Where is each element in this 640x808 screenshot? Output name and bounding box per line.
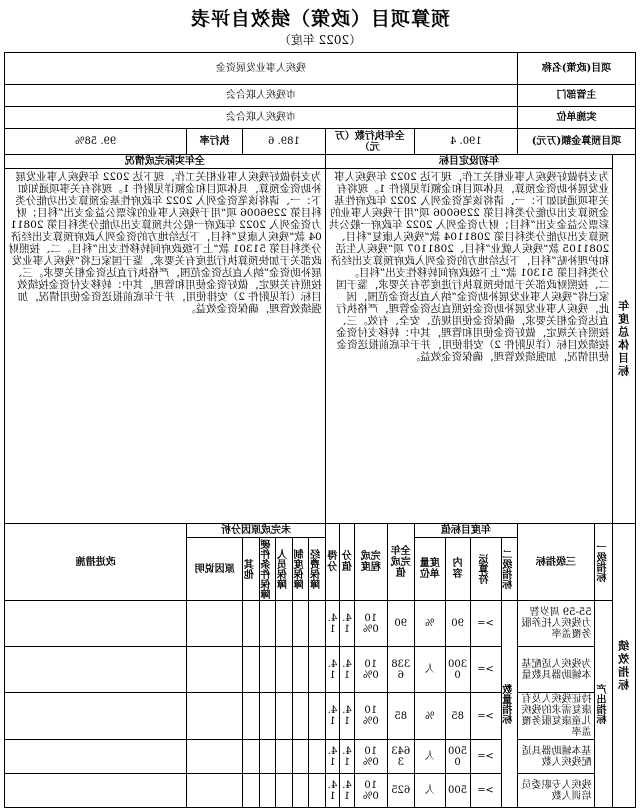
table-row	[5, 647, 636, 693]
annual-indicator-header: 年度目标值	[414, 524, 517, 538]
row-rate: 100%	[354, 601, 387, 647]
completion-header: 全年实际完成情况	[5, 155, 326, 169]
row-score: 4.1	[325, 774, 339, 808]
completion-value-header: 全年完成值	[387, 524, 414, 601]
row-score: 4.1	[325, 740, 339, 774]
full-year-exec-label: 全年执行数（万元）	[325, 129, 414, 155]
improvement-header: 改进措施	[5, 524, 187, 601]
row-content: 85	[445, 693, 470, 740]
row-full: 4.1	[340, 740, 354, 774]
row-operator: >=	[470, 693, 501, 740]
row-operator: >=	[470, 647, 501, 693]
completion-rate-header: 完成程度	[354, 524, 387, 601]
overall-goal-label: 年度总体目标	[613, 155, 636, 524]
row-full: 4.1	[340, 647, 354, 693]
full-year-exec-value: 189. 6	[243, 129, 326, 155]
project-name-value: 残疾人事业发展资金	[5, 53, 518, 85]
row-value: 85	[387, 693, 414, 740]
row-rate: 100%	[354, 740, 387, 774]
table-row	[5, 740, 636, 774]
row-full: 4.1	[340, 601, 354, 647]
row-rate: 100%	[354, 693, 387, 740]
reason-note: 原因说明	[187, 538, 243, 601]
page-title: 预算项目（政策）绩效自评表	[190, 8, 451, 30]
deviation-analysis-header: 未完成原因分析	[187, 524, 326, 538]
level1-header: 一级指标	[594, 524, 613, 601]
measure-unit-header: 度量单位	[414, 538, 445, 601]
reason-staff: 人员保障	[276, 538, 293, 601]
score-header: 得分	[325, 524, 339, 601]
annual-goal-header: 年初设定目标	[325, 155, 612, 169]
budget-label: 项目预算金额(万元)	[518, 129, 636, 155]
page-subtitle: （2022 年度）	[278, 33, 362, 47]
row-operator: >=	[470, 601, 501, 647]
reason-system: 制度保障	[292, 538, 309, 601]
content-header: 内容	[445, 538, 470, 601]
full-value-header: 分值	[340, 524, 354, 601]
row-content: 90	[445, 601, 470, 647]
row-score: 4.1	[325, 647, 339, 693]
reason-funding: 经费保障	[309, 538, 326, 601]
reason-hardware: 硬件条件保障	[259, 538, 276, 601]
output-indicator-label: 产出指标	[594, 601, 613, 808]
row-value: 90	[387, 601, 414, 647]
row-name: 残疾人专职委员培训人数	[518, 774, 595, 808]
level2-header: 二级指标	[501, 538, 518, 601]
row-value: 625	[387, 774, 414, 808]
indicators-label: 绩效指标	[613, 524, 636, 808]
annual-goal-text: 为支持做好残疾人事业相关工作，现下达 2022 年残疾人事业发展补助资金预算，具体项目和金额详见附件 1。现将有关事项通知如下：一、请将该笔资金列入 2022 年政府性基金预算支出功能分类科目第 2296006 项“用于残疾人事业的彩票公益金支出”科目；财力资金列入 2022 年政府一般公共预算支出功能分类科目第 2081104 款“残疾人康复”科目、2081105 款“残疾人就业”科目、2081107 项“残疾人生活和护理补贴”科目，下达给地方的资金列入政府预算支出经济分类科目第 51301 款“上下级政府间转移性支出”科目。二、按照财政部关于加快预算执行进度等有关要求，鉴于国家已将“残疾人事业发展补助资金”纳入直达资金范围，因此，残疾人事业发展补助资金按照直达资金管理，严格执行直达资金相关要求，确保资金使用规范、安全、有效。三、按照有关规定，做好资金使用和管理，其中：转移支付资金按绩效目标（详见附件 2）安排使用，并于年底前报送资金使用情况，加强绩效管理，确保资金效益。	[325, 169, 612, 524]
quantity-indicator-label: 数量指标	[501, 601, 518, 808]
department-label: 主管部门	[518, 85, 636, 107]
row-unit: %	[414, 601, 445, 647]
row-full: 4.1	[340, 693, 354, 740]
row-score: 4.1	[325, 693, 339, 740]
row-rate: 100%	[354, 774, 387, 808]
row-content: 3000	[445, 647, 470, 693]
table-row	[5, 601, 636, 647]
table-row	[5, 774, 636, 808]
row-content: 5000	[445, 740, 470, 774]
department-value: 市残疾人联合会	[5, 85, 518, 107]
row-unit: 人	[414, 740, 445, 774]
evaluation-table	[4, 52, 636, 808]
exec-rate-value: 99. 58%	[5, 129, 187, 155]
project-name-label: 项目(政策)名称	[518, 53, 636, 85]
row-operator: >=	[470, 740, 501, 774]
level3-header: 三级指标	[518, 524, 595, 601]
row-unit: %	[414, 693, 445, 740]
budget-value: 190. 4	[414, 129, 517, 155]
table-row	[5, 693, 636, 740]
row-value: 3386	[387, 647, 414, 693]
exec-rate-label: 执行率	[187, 129, 243, 155]
row-score: 4.1	[325, 601, 339, 647]
row-name: 55-59 周岁智力残疾人托养服务覆盖率	[518, 601, 595, 647]
implementer-label: 实施单位	[518, 107, 636, 129]
row-unit: 人	[414, 647, 445, 693]
reason-other: 其他	[243, 538, 260, 601]
row-name: 持证残疾人及有康复需求的残疾儿童康复服务覆盖率	[518, 693, 595, 740]
row-rate: 100%	[354, 647, 387, 693]
row-value: 6433	[387, 740, 414, 774]
row-name: 为残疾人适配基本辅助器具数量	[518, 647, 595, 693]
implementer-value: 市残疾人联合会	[5, 107, 518, 129]
row-content: 500	[445, 774, 470, 808]
row-name: 基本辅助器具适配残疾人数	[518, 740, 595, 774]
row-unit: 人	[414, 774, 445, 808]
operator-header: 运算符	[470, 538, 501, 601]
row-full: 4.1	[340, 774, 354, 808]
completion-text: 为支持做好残疾人事业相关工作，现下达 2022 年残疾人事业发展补助资金预算，具体项目和金额详见附件 1。现将有关事项通知如下：一、请将该笔资金列入 2022 年政府性基金预算支出功能分类科目第 2296006 项“用于残疾人事业的彩票公益金支出”科目；财力资金列入 2022 年政府一般公共预算支出功能分类科目第 2081104 款“残疾人康复”科目，下达给地方的资金列入政府预算支出经济分类科目第 51301 款“上下级政府间转移性支出”科目。二、按照财政部关于加快预算执行进度有关要求，鉴于国家已将“残疾人事业发展补助资金”纳入直达资金范围，严格执行直达资金相关要求。三、按照有关规定，做好资金使用和管理，其中：转移支付资金按绩效目标（详见附件 2）安排使用，并于年底前报送资金使用情况，加强绩效管理，确保资金效益。	[5, 169, 326, 524]
row-operator: >=	[470, 774, 501, 808]
